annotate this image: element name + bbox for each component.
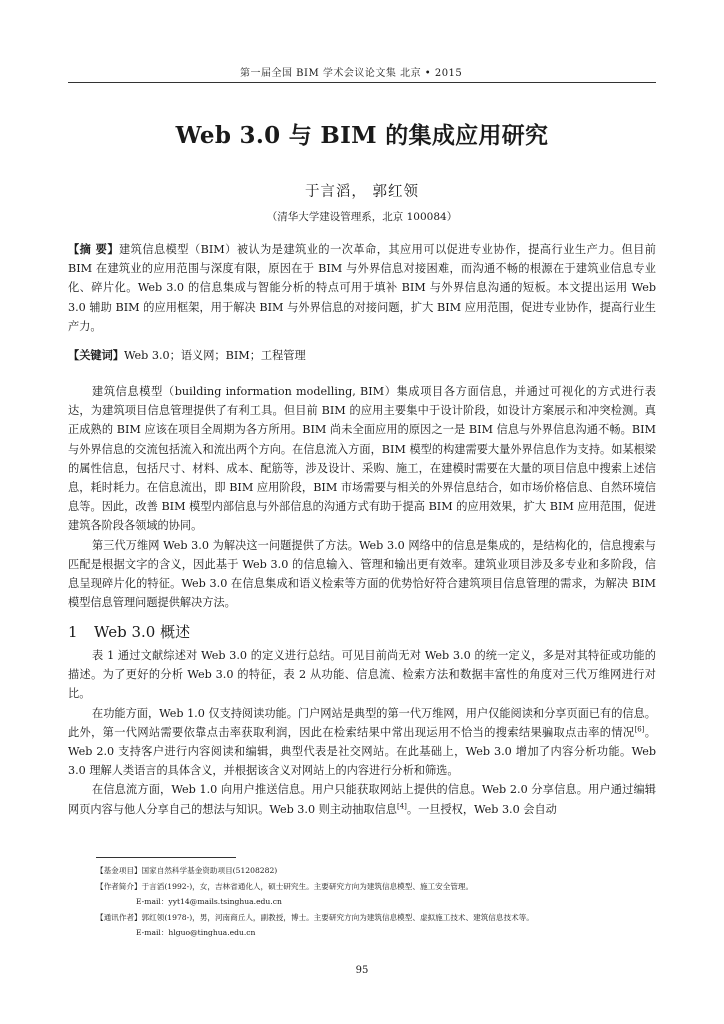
- keywords-text: Web 3.0；语义网；BIM；工程管理: [123, 349, 306, 362]
- section-paragraph: [68, 704, 656, 781]
- paragraph-text: 。一旦授权，Web 3.0 会自动: [406, 802, 557, 816]
- paragraph-text: 在功能方面，Web 1.0 仅支持阅读功能。门户网站是典型的第一代万维网，用户仅能阅读和分享页面已有的信息。此外，第一代网站需要依靠点击率获取利润，因此在检索结果中常出现运用不恰当的搜索结果骗取点击率的情况: [68, 706, 656, 739]
- citation-ref: [6]: [634, 725, 645, 734]
- section-body: [68, 646, 656, 819]
- corresponding-author-note: 【通讯作者】郭红领(1978-)，男，河南商丘人，副教授，博士。主要研究方向为建筑信息模型、虚拟施工技术、建筑信息技术等。: [96, 912, 534, 922]
- paragraph-text: 在信息流方面，Web 1.0 向用户推送信息。用户只能获取网站上提供的信息。Web 2.0 分享信息。用户通过编辑网页内容与他人分享自己的想法与知识。Web 3.0 则主动抽取信息: [68, 783, 656, 816]
- header-rule: [68, 82, 656, 83]
- running-header: 第一届全国 BIM 学术会议论文集 北京 • 2015: [240, 68, 463, 79]
- section-title: Web 3.0 概述: [94, 623, 191, 641]
- corresponding-author-email: E-mail：hlguo@tinghua.edu.cn: [136, 928, 256, 937]
- author-email: E-mail：yyt14@mails.tsinghua.edu.cn: [136, 897, 282, 906]
- section-number: 1: [68, 623, 78, 641]
- fund-note: 【基金项目】国家自然科学基金资助项目(51208282): [96, 866, 278, 875]
- intro-paragraph: 第三代万维网 Web 3.0 为解决这一问题提供了方法。Web 3.0 网络中的信息是集成的，是结构化的，信息搜索与匹配是根据文字的含义，因此基于 Web 3.0 的信息输入、管理和输出更有效率。建筑业项目涉及多专业和多阶段，信息呈现碎片化的特征。Web 3.0 在信息集成和语义检索等方面的优势恰好符合建筑项目信息管理的需求，为解决 BIM 模型信息管理问题提供解决方法。: [68, 538, 656, 610]
- keywords: [68, 346, 656, 365]
- citation-ref: [4]: [396, 801, 407, 810]
- abstract: [68, 240, 656, 336]
- section-paragraph: 表 1 通过文献综述对 Web 3.0 的定义进行总结。可见目前尚无对 Web 3.0 的统一定义，多是对其特征或功能的描述。为了更好的分析 Web 3.0 的特征，表 2 从功能、信息流、检索方法和数据丰富性的角度对三代万维网进行对比。: [68, 649, 656, 701]
- page-number: 95: [355, 965, 369, 976]
- paper-title: Web 3.0 与 BIM 的集成应用研究: [175, 122, 549, 149]
- author-affiliation: （清华大学建设管理系，北京 100084）: [266, 211, 458, 223]
- keywords-label: 【关键词】: [68, 348, 124, 362]
- footnote-rule: [96, 857, 236, 858]
- introduction: [68, 382, 656, 612]
- paragraph-text: 。Web 2.0 支持客户进行内容阅读和编辑，典型代表是社交网站。在此基础上，Web 3.0 增加了内容分析功能。Web 3.0 理解人类语言的具体含义，并根据该含义对网站上的内容进行分析和筛选。: [68, 725, 656, 778]
- section-paragraph: [68, 780, 656, 818]
- author-note: 【作者简介】于言滔(1992-)，女，吉林省通化人，硕士研究生。主要研究方向为建筑信息模型、施工安全管理。: [96, 881, 474, 891]
- intro-paragraph: 建筑信息模型（building information modelling, BIM）集成项目各方面信息，并通过可视化的方式进行表达，为建筑项目信息管理提供了有利工具。但目前 BIM 的应用主要集中于设计阶段，如设计方案展示和冲突检测。真正成熟的 BIM 应该在项目全周期为各方所用。BIM 尚未全面应用的原因之一是 BIM 信息与外界信息沟通不畅。BIM 与外界信息的交流包括流入和流出两个方向。在信息流入方面，BIM 模型的构建需要大量外界信息作为支持。如某根梁的属性信息，包括尺寸、材料、成本、配筋等，涉及设计、采购、施工，在建模时需要在大量的项目信息中搜索上述信息，耗时耗力。在信息流出，即 BIM 应用阶段，BIM 市场需要与相关的外界信息结合，如市场价格信息、自然环境信息等。因此，改善 BIM 模型内部信息与外部信息的沟通方式有助于提高 BIM 的应用效果，扩大 BIM 应用范围，促进建筑各阶段各领域的协同。: [68, 385, 656, 533]
- abstract-text: 建筑信息模型（BIM）被认为是建筑业的一次革命，其应用可以促进专业协作，提高行业生产力。但目前 BIM 在建筑业的应用范围与深度有限，原因在于 BIM 与外界信息对接困难，而沟通不畅的根源在于建筑业信息专业化、碎片化。Web 3.0 的信息集成与智能分析的特点可用于填补 BIM 与外界信息沟通的短板。本文提出运用 Web 3.0 辅助 BIM 的应用框架，用于解决 BIM 与外界信息的对接问题，扩大 BIM 应用范围，促进专业协作，提高行业生产力。: [68, 243, 656, 333]
- paper-authors: 于言滔， 郭红领: [304, 184, 420, 200]
- abstract-label: 【摘 要】: [68, 242, 119, 256]
- footnotes: [96, 863, 666, 941]
- section-heading: [68, 621, 190, 642]
